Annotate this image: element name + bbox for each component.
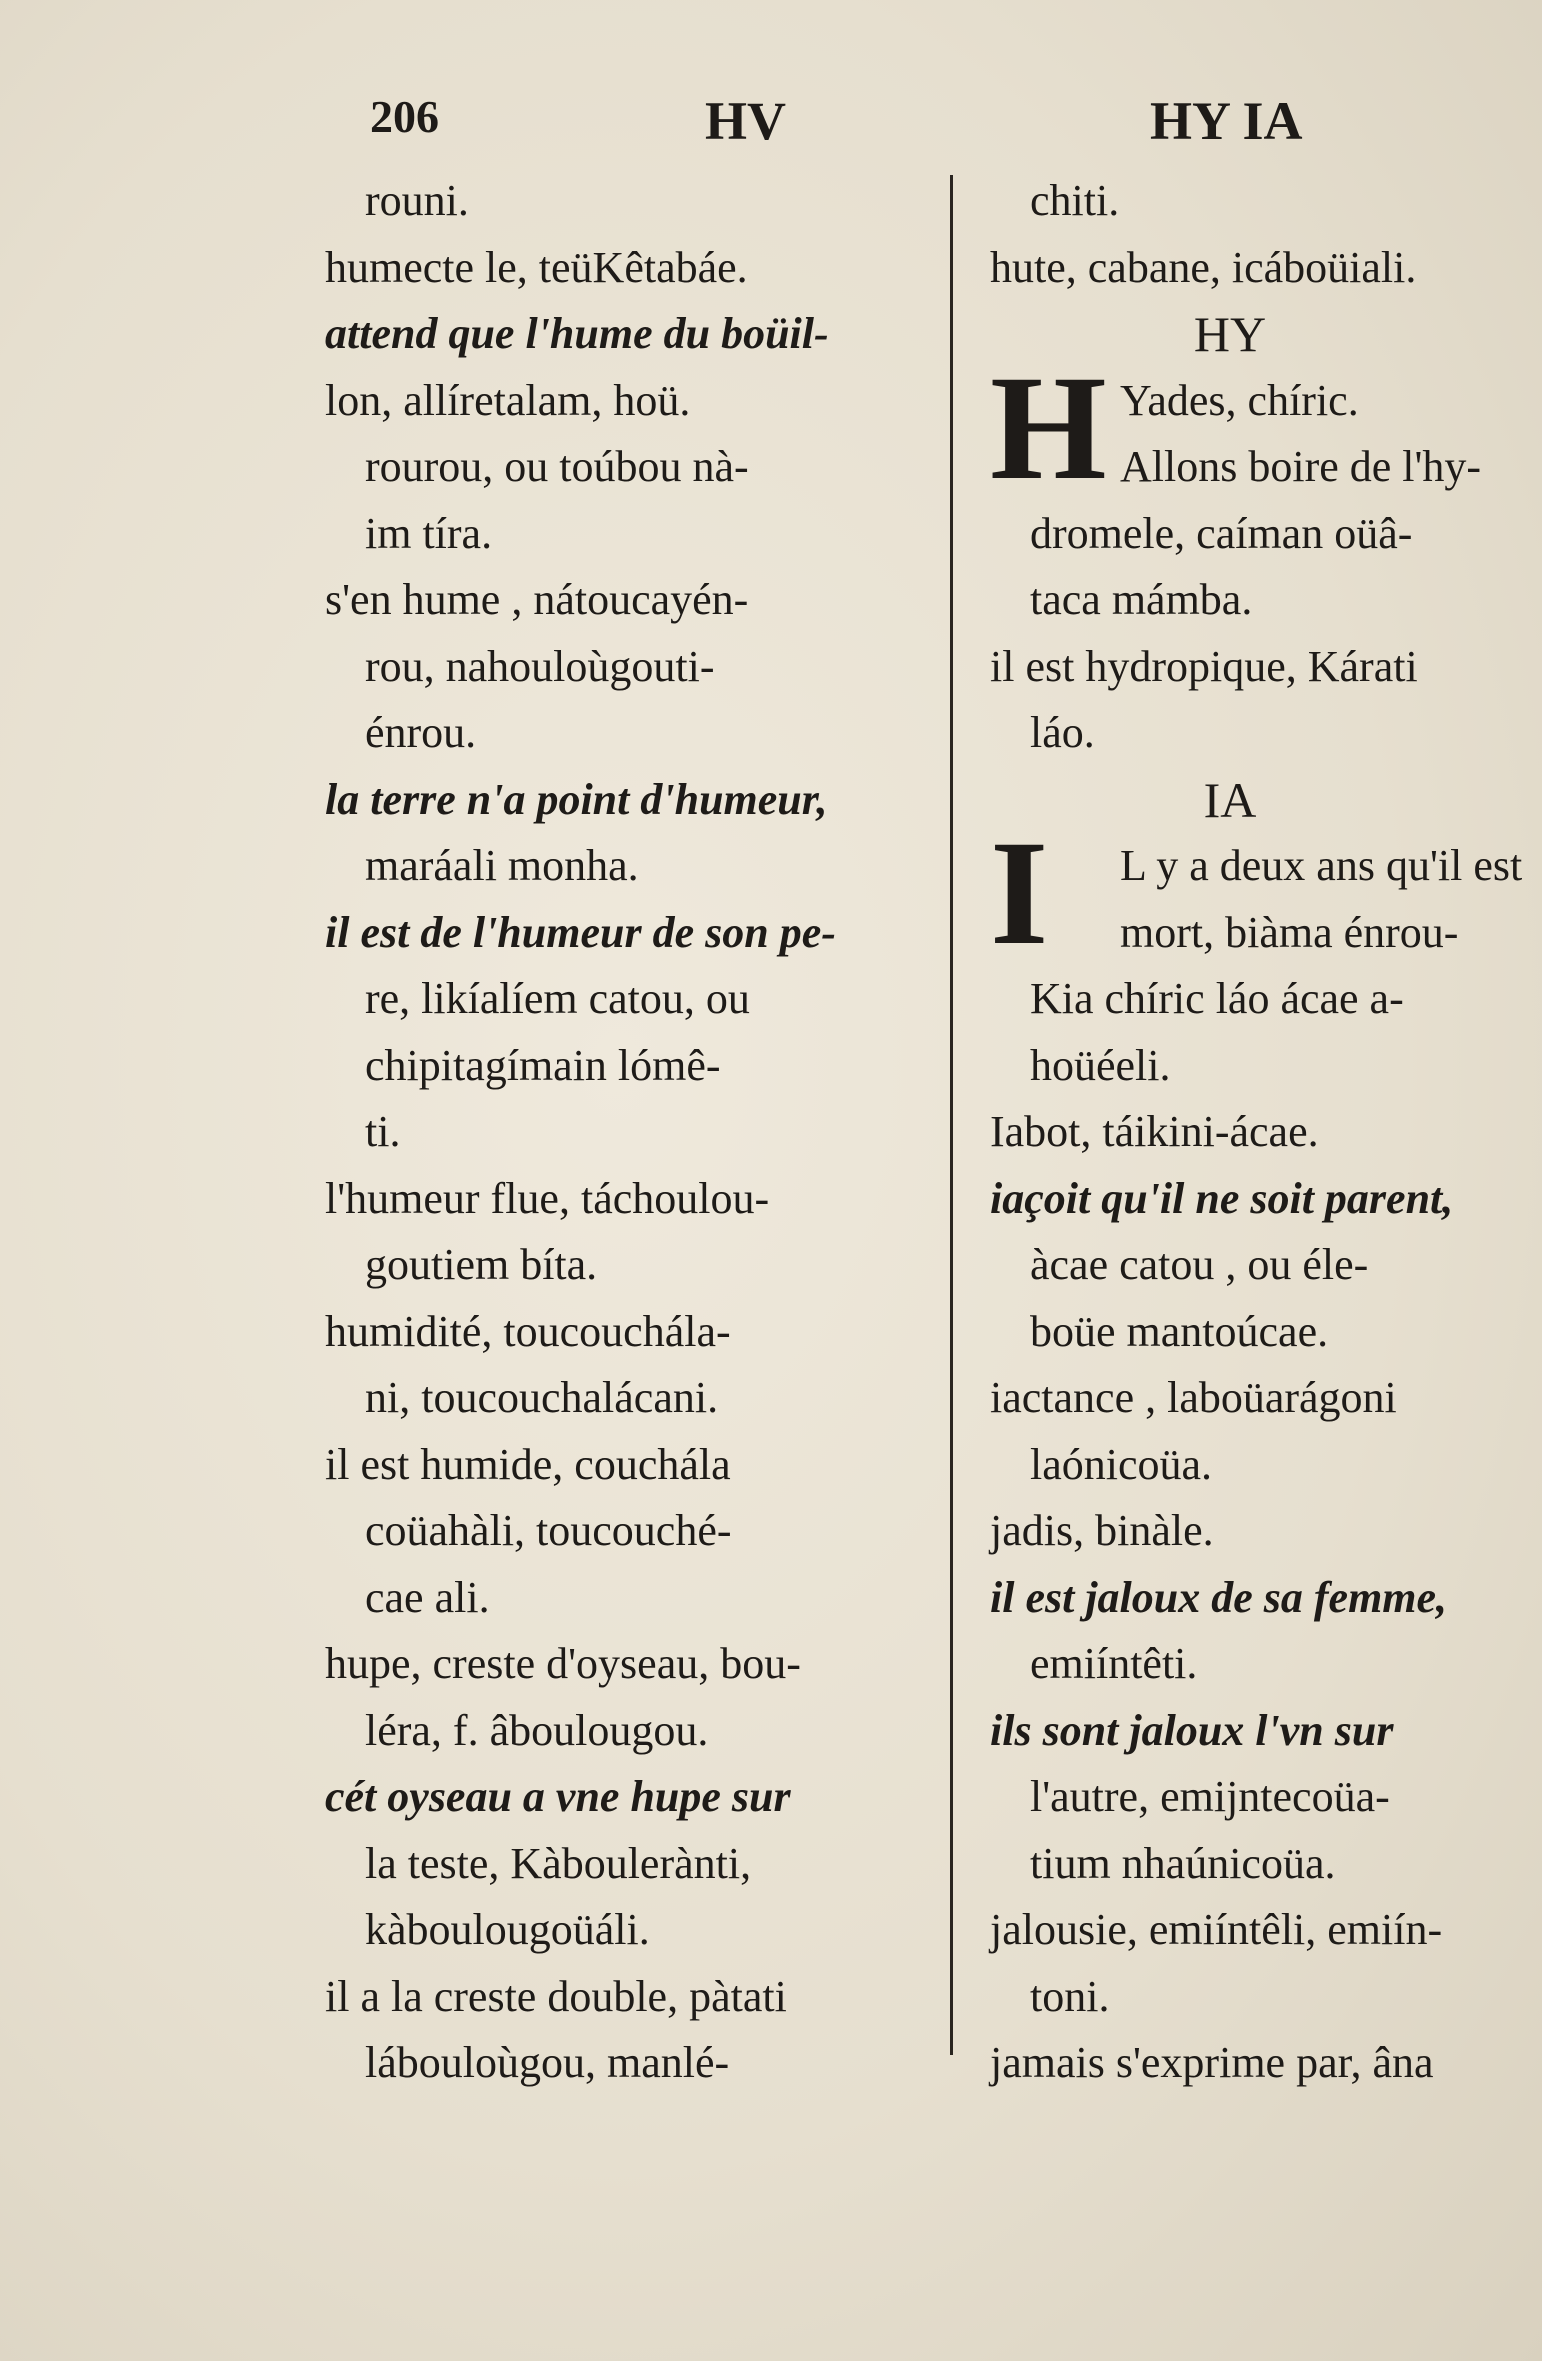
running-header [370, 90, 1370, 170]
right-column-line: il est hydropique, Kárati [990, 641, 1418, 691]
right-column-line: il est jaloux de sa femme, [990, 1572, 1448, 1622]
left-column-line: re, likíalíem catou, ou [365, 974, 750, 1023]
left-column [325, 168, 925, 2097]
right-column-line: Yades, chíric. [1120, 375, 1359, 425]
right-column-line: chiti. [1030, 176, 1120, 225]
left-column-line: lon, allíretalam, hoü. [325, 375, 691, 425]
left-column-line: rou, nahouloùgouti- [365, 641, 715, 691]
left-column-line: humidité, toucouchála- [325, 1306, 731, 1356]
page-number: 206 [370, 91, 439, 142]
left-column-line: il a la creste double, pàtati [325, 1971, 787, 2021]
right-column-section-heading: HY [1193, 306, 1267, 362]
right-column-line: Kia chíric láo ácae a- [1030, 974, 1404, 1023]
left-running-head: HV [705, 91, 786, 151]
left-column-line: humecte le, teüKêtabáe. [325, 242, 748, 292]
left-column-line: il est de l'humeur de son pe- [325, 907, 836, 957]
left-column-line: maráali monha. [365, 841, 639, 890]
right-column-line: láo. [1030, 708, 1095, 757]
left-column-line: ti. [365, 1107, 401, 1156]
right-column-line: jadis, binàle. [990, 1506, 1214, 1555]
left-column-line: cae ali. [365, 1572, 490, 1622]
right-column-line: emiíntêti. [1030, 1639, 1198, 1688]
drop-cap: I [990, 810, 1049, 976]
right-column-line: Allons boire de l'hy- [1120, 442, 1482, 491]
right-column-line: l'autre, emijntecoüa- [1030, 1772, 1390, 1821]
left-column-line: rouni. [365, 176, 469, 225]
left-column-line: s'en hume , nátoucayén- [325, 575, 749, 624]
right-column-line: àcae catou , ou éle- [1030, 1240, 1369, 1289]
left-column-line: hupe, creste d'oyseau, bou- [325, 1639, 801, 1688]
right-running-head: HY IA [1150, 91, 1303, 151]
left-column-line: la terre n'a point d'humeur, [325, 774, 828, 824]
right-column-section-heading: IA [1203, 771, 1257, 828]
drop-cap: H [990, 344, 1107, 511]
left-column-line: goutiem bíta. [365, 1240, 598, 1289]
left-column-line: ni, toucouchalácani. [365, 1373, 719, 1422]
right-column-line: hute, cabane, icáboüiali. [990, 242, 1417, 292]
right-column [990, 168, 1523, 2097]
column-divider [950, 175, 953, 2055]
right-column-line: jamais s'exprime par, âna [990, 2038, 1434, 2087]
left-column-line: im tíra. [365, 508, 493, 558]
left-column-line: lábouloùgou, manlé- [365, 2038, 730, 2087]
right-column-line: ils sont jaloux l'vn sur [990, 1705, 1394, 1755]
right-column-line: hoüéeli. [1030, 1040, 1171, 1090]
right-column-line: tium nhaúnicoüa. [1030, 1838, 1336, 1888]
right-column-line: iactance , laboüarágoni [990, 1373, 1397, 1422]
left-column-line: chipitagímain lómê- [365, 1040, 721, 1090]
left-column-line: kàboulougoüáli. [365, 1905, 650, 1954]
left-column-line: cét oyseau a vne hupe sur [325, 1772, 791, 1821]
left-column-line: léra, f. âboulougou. [365, 1705, 709, 1755]
left-column-line: coüahàli, toucouché- [365, 1506, 732, 1555]
right-column-line: mort, biàma énrou- [1120, 907, 1459, 957]
right-column-line: taca mámba. [1030, 575, 1253, 624]
right-column-line: L y a deux ans qu'il est [1120, 841, 1523, 890]
right-column-line: boüe mantoúcae. [1030, 1306, 1329, 1356]
right-column-line: jalousie, emiíntêli, emiín- [990, 1905, 1443, 1954]
left-column-line: rourou, ou toúbou nà- [365, 442, 749, 491]
left-column-line: il est humide, couchála [325, 1439, 731, 1489]
right-column-line: iaçoit qu'il ne soit parent, [990, 1173, 1454, 1223]
left-column-line: attend que l'hume du boüil- [325, 309, 829, 358]
left-column-line: l'humeur flue, táchoulou- [325, 1173, 770, 1223]
left-column-line: la teste, Kàboulerànti, [365, 1838, 752, 1888]
right-column-line: dromele, caíman oüâ- [1030, 508, 1413, 558]
right-column-line: Iabot, táikini-ácae. [990, 1107, 1319, 1156]
left-column-line: énrou. [365, 708, 477, 757]
right-column-line: laónicoüa. [1030, 1439, 1213, 1489]
right-column-line: toni. [1030, 1971, 1110, 2021]
